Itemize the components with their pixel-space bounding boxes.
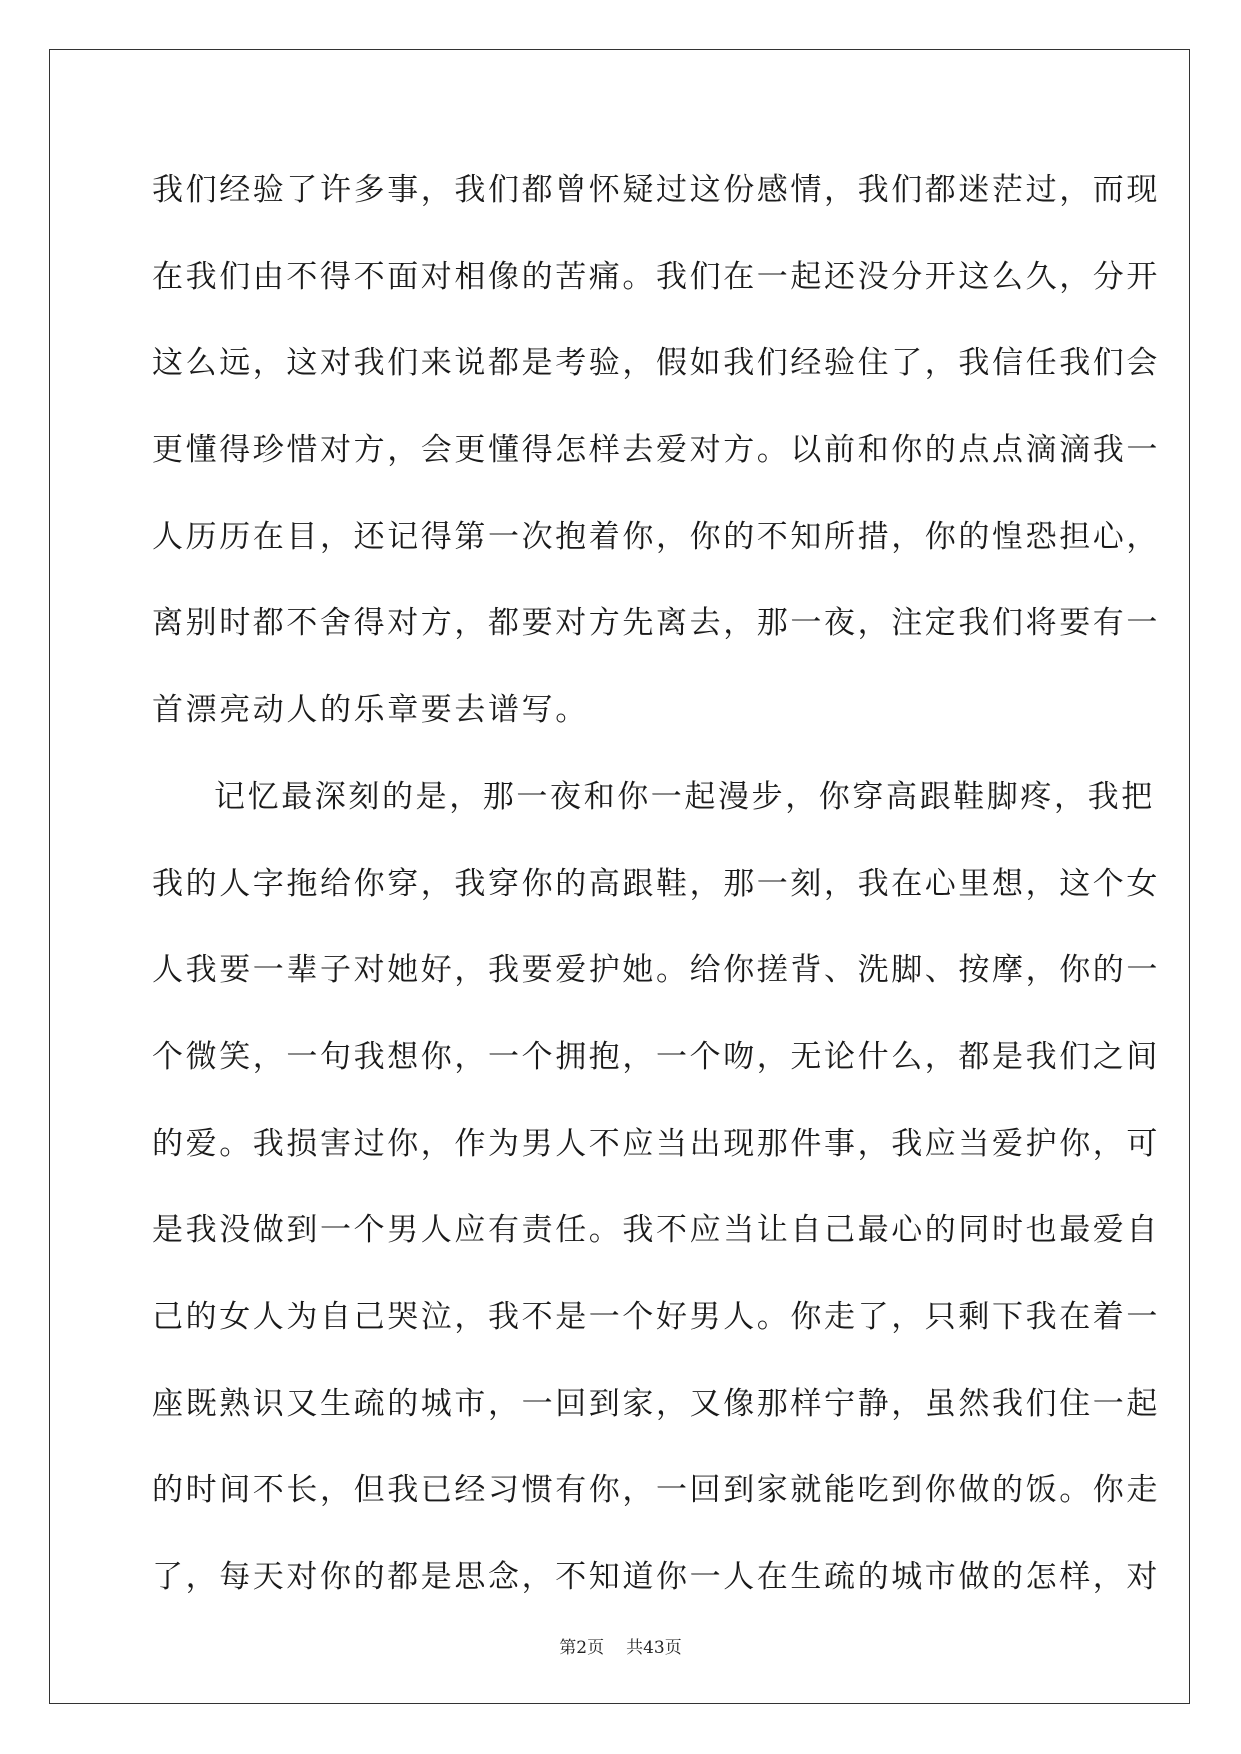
text-line: 离别时都不舍得对方，都要对方先离去，那一夜，注定我们将要有一 <box>152 605 1160 642</box>
text-line: 己的女人为自己哭泣，我不是一个好男人。你走了，只剩下我在着一 <box>152 1298 1160 1335</box>
text-line-indented: 记忆最深刻的是，那一夜和你一起漫步，你穿高跟鞋脚疼，我把 <box>214 778 1155 815</box>
text-line: 了，每天对你的都是思念，不知道你一人在生疏的城市做的怎样，对 <box>152 1559 1160 1595</box>
text-line: 我的人字拖给你穿，我穿你的高跟鞋，那一刻，我在心里想，这个女 <box>152 865 1160 902</box>
text-line: 我们经验了许多事，我们都曾怀疑过这份感情，我们都迷茫过，而现 <box>152 172 1160 208</box>
text-line: 人我要一辈子对她好，我要爱护她。给你搓背、洗脚、按摩，你的一 <box>152 952 1160 989</box>
text-line: 这么远，这对我们来说都是考验，假如我们经验住了，我信任我们会 <box>152 345 1160 382</box>
page-footer <box>0 1633 1241 1658</box>
text-line: 的爱。我损害过你，作为男人不应当出现那件事，我应当爱护你，可 <box>152 1125 1160 1162</box>
total-pages: 共43页 <box>626 1638 682 1658</box>
document-body <box>152 160 1160 1634</box>
text-line: 在我们由不得不面对相像的苦痛。我们在一起还没分开这么久，分开 <box>152 258 1160 295</box>
text-line: 座既熟识又生疏的城市，一回到家，又像那样宁静，虽然我们住一起 <box>152 1385 1160 1422</box>
text-line: 是我没做到一个男人应有责任。我不应当让自己最心的同时也最爱自 <box>152 1212 1160 1249</box>
text-line: 人历历在目，还记得第一次抱着你，你的不知所措，你的惶恐担心， <box>152 518 1160 555</box>
text-line: 个微笑，一句我想你，一个拥抱，一个吻，无论什么，都是我们之间 <box>152 1038 1160 1075</box>
text-line: 的时间不长，但我已经习惯有你，一回到家就能吃到你做的饭。你走 <box>152 1472 1160 1509</box>
text-line: 更懂得珍惜对方，会更懂得怎样去爱对方。以前和你的点点滴滴我一 <box>152 432 1160 469</box>
text-line-last: 首漂亮动人的乐章要去谱写。 <box>152 692 589 729</box>
page-number: 第2页 <box>559 1638 605 1658</box>
